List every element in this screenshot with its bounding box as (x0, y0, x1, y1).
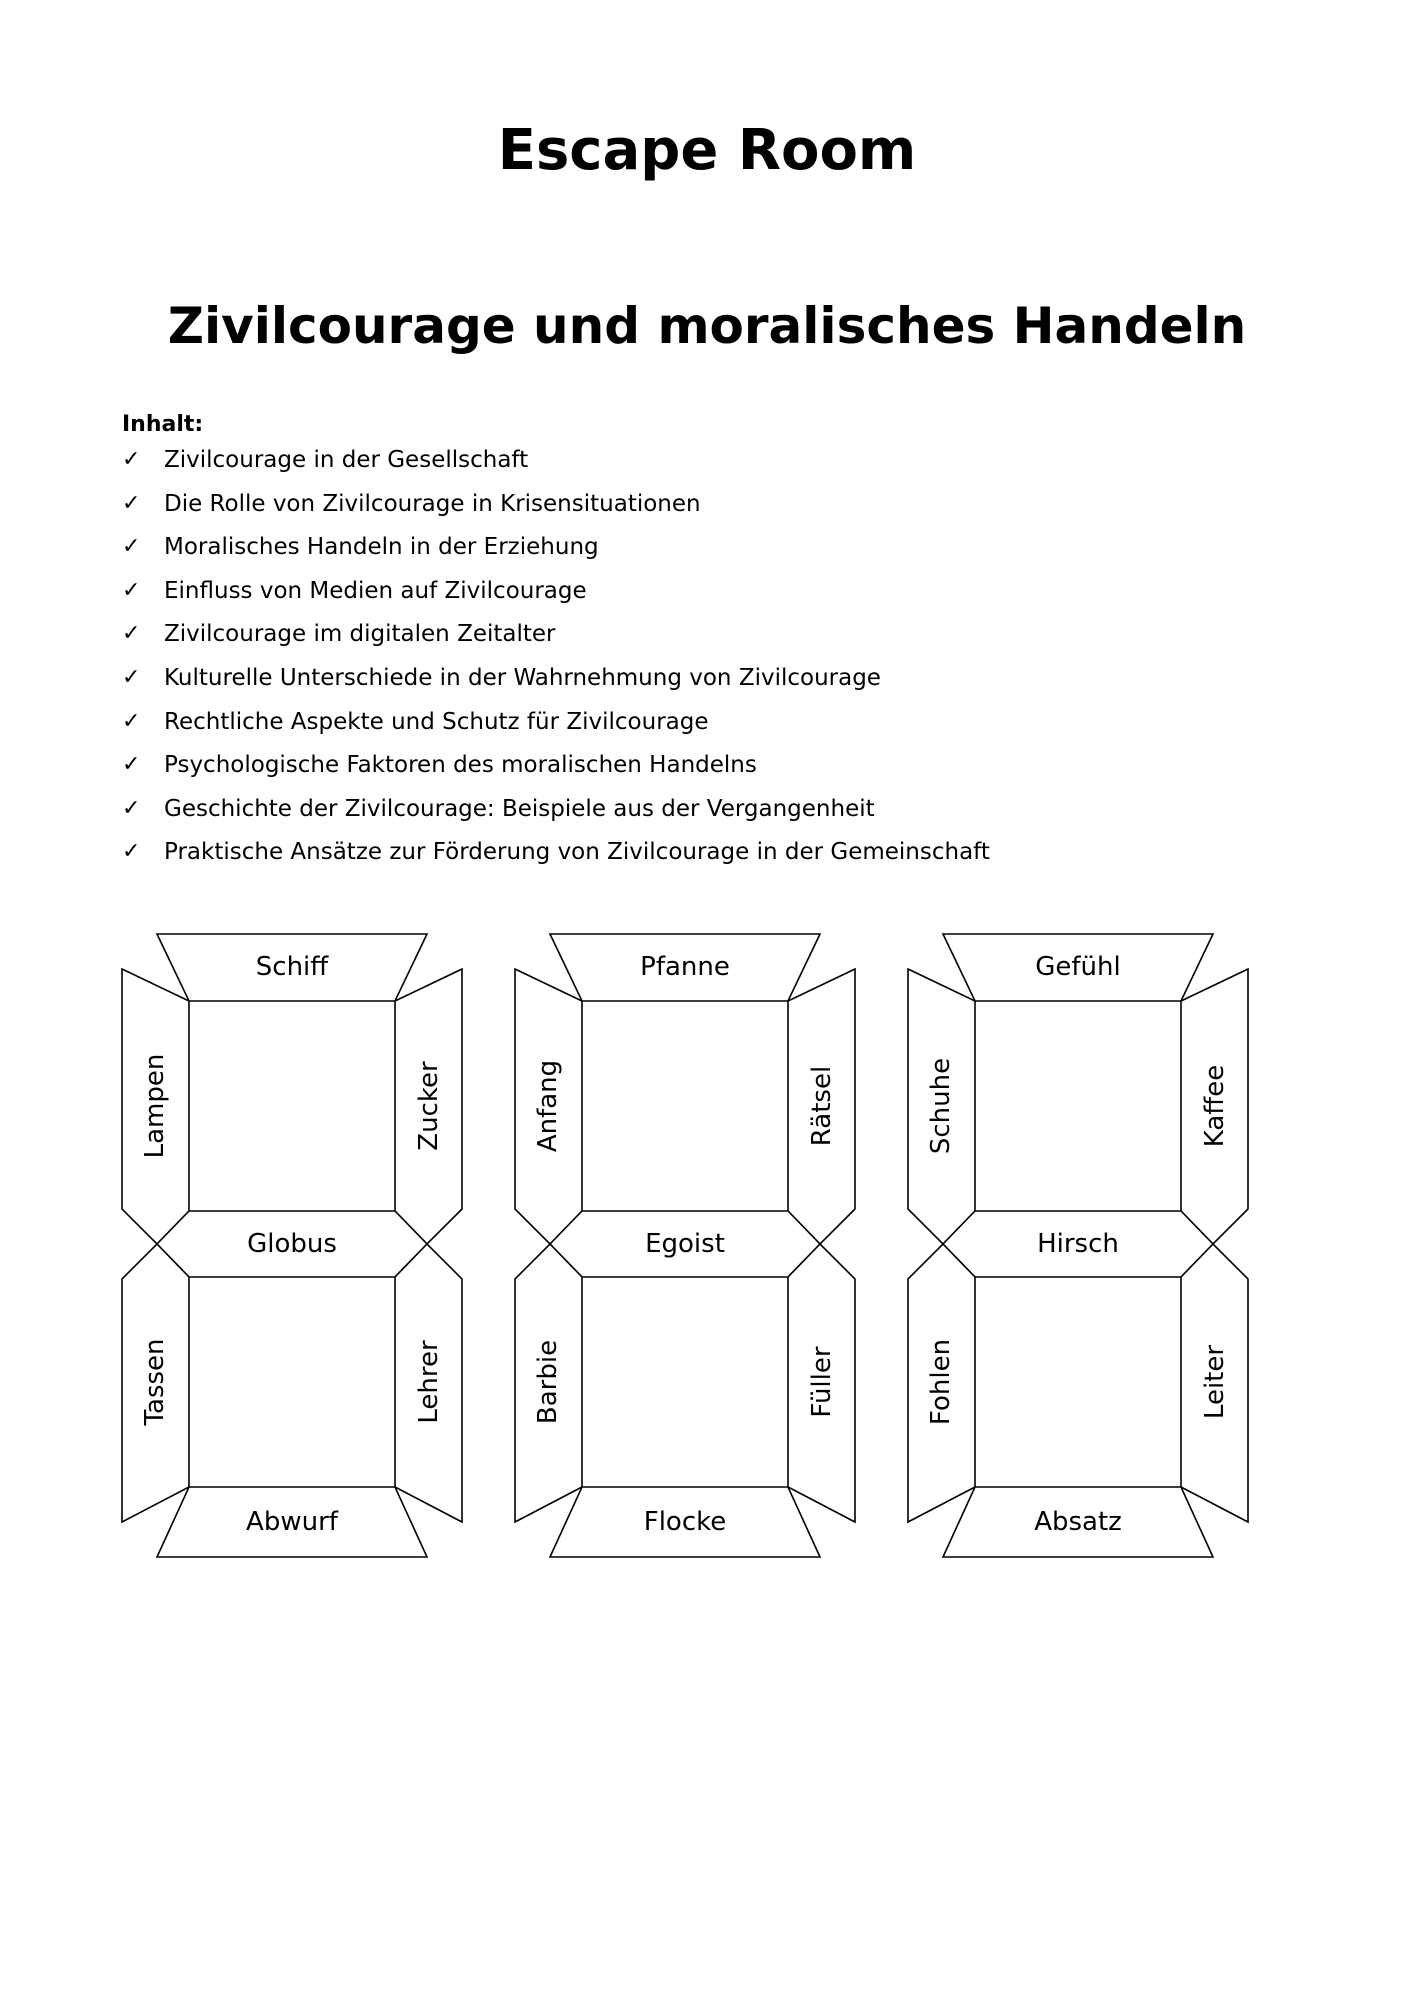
check-icon: ✓ (122, 534, 141, 560)
segment-upper-right-word: Rätsel (807, 1065, 837, 1147)
segment-lower-right-word: Leiter (1200, 1344, 1230, 1420)
list-item-text: Rechtliche Aspekte und Schutz für Zivilcourage (164, 708, 709, 735)
segment-lower-left-word: Tassen (140, 1338, 170, 1426)
segment-top-word: Pfanne (640, 952, 730, 982)
segment-lower-left-word: Fohlen (926, 1338, 956, 1426)
check-icon: ✓ (122, 795, 141, 821)
segment-middle-word: Egoist (645, 1229, 725, 1259)
segment-top-word: Gefühl (1035, 952, 1121, 982)
segment-upper-left-word: Anfang (533, 1059, 563, 1153)
segment-upper-right-word: Kaffee (1200, 1064, 1230, 1148)
segment-lower-right-word: Füller (807, 1346, 837, 1418)
list-item-text: Zivilcourage im digitalen Zeitalter (164, 621, 556, 648)
list-item-text: Die Rolle von Zivilcourage in Krisensituationen (164, 490, 701, 517)
check-icon: ✓ (122, 752, 141, 778)
list-item-text: Psychologische Faktoren des moralischen Handelns (164, 752, 757, 779)
check-icon: ✓ (122, 447, 141, 472)
list-item-text: Einfluss von Medien auf Zivilcourage (164, 577, 587, 604)
check-icon: ✓ (122, 664, 141, 690)
page-subtitle: Zivilcourage und moralisches Handeln (167, 297, 1247, 355)
list-item-text: Praktische Ansätze zur Förderung von Zivilcourage in der Gemeinschaft (164, 839, 990, 866)
segment-upper-right-word: Zucker (414, 1061, 444, 1151)
segment-middle-word: Globus (247, 1229, 337, 1259)
list-item-text: Kulturelle Unterschiede in der Wahrnehmung von Zivilcourage (164, 664, 881, 691)
list-item-text: Zivilcourage in der Gesellschaft (164, 447, 529, 473)
segment-middle-word: Hirsch (1037, 1229, 1119, 1259)
check-icon: ✓ (122, 708, 141, 734)
segment-upper-left-word: Lampen (140, 1053, 170, 1159)
page-title: Escape Room (497, 118, 917, 183)
segment-top-word: Schiff (255, 952, 329, 982)
check-icon: ✓ (122, 490, 141, 516)
segment-bottom-word: Abwurf (246, 1507, 338, 1537)
check-icon: ✓ (122, 621, 141, 647)
check-icon: ✓ (122, 839, 141, 865)
contents-label: Inhalt: (122, 412, 204, 437)
segment-lower-right-word: Lehrer (414, 1340, 444, 1424)
segment-upper-left-word: Schuhe (926, 1057, 956, 1155)
list-item-text: Moralisches Handeln in der Erziehung (164, 534, 599, 561)
segment-bottom-word: Absatz (1034, 1507, 1122, 1537)
segment-bottom-word: Flocke (643, 1507, 727, 1537)
list-item-text: Geschichte der Zivilcourage: Beispiele aus der Vergangenheit (164, 795, 875, 822)
segment-lower-left-word: Barbie (533, 1339, 563, 1425)
check-icon: ✓ (122, 577, 141, 603)
